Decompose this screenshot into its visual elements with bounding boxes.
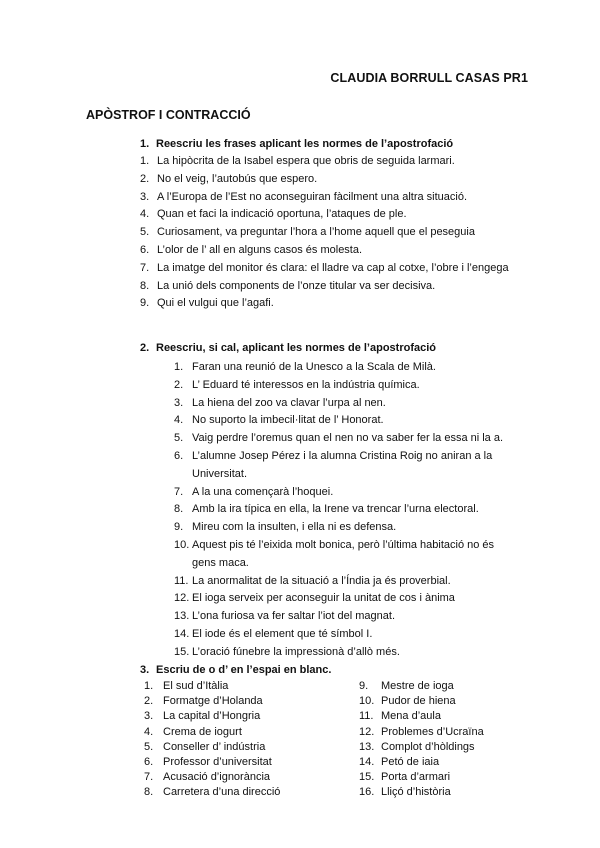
item-number: 9. [140,297,150,310]
item-text: L’alumne Josep Pérez i la alumna Cristina Roig no aniran a la Universitat. [192,449,493,480]
list-item [359,725,529,740]
list-item [359,740,529,755]
item-text: La imatge del monitor és clara: el lladre va cap al cotxe, l’obre i l’engega [157,261,509,274]
list-item [140,278,520,296]
item-number: 10. [174,538,190,551]
item-text: Quan et faci la indicació oportuna, l’ataques de ple. [157,208,407,221]
list-item [144,679,344,694]
list-item [174,644,519,662]
list-item [140,295,520,313]
item-text: Mestre de ioga [381,680,454,692]
list-item [144,785,344,800]
item-text: La capital d’Hongria [163,710,261,723]
item-text: Complot d’hòldings [381,740,475,753]
item-text: Amb la ira típica en ella, la Irene va trencar l’urna electoral. [192,503,479,516]
list-item [359,755,529,770]
author-name: CLAUDIA BORRULL CASAS PR1 [330,71,528,85]
section-1-list [140,153,520,313]
item-text: El sud d’Itàlia [163,680,229,692]
list-item [140,242,520,260]
item-number: 13. [174,610,190,623]
list-item [174,377,519,395]
list-item [140,224,520,242]
item-number: 2. [144,695,154,708]
item-text: Professor d’universitat [163,756,272,769]
item-number: 6. [144,756,154,769]
item-text: La anormalitat de la situació a l’Índia ja és proverbial. [192,574,451,587]
section-1-heading-text: Reescriu les frases aplicant les normes de l’apostrofació [156,138,454,150]
item-number: 11. [174,574,189,587]
item-number: 15. [359,771,375,784]
section-3-heading [140,664,331,676]
list-item [359,785,529,800]
item-number: 4. [174,414,184,427]
item-number: 5. [144,740,154,753]
item-text: Acusació d’ignorància [163,771,271,784]
item-text: La unió dels components de l’onze titular va ser decisiva. [157,279,436,292]
item-number: 7. [140,261,150,274]
section-3-number: 3. [140,664,150,676]
item-text: Mireu com la insulten, i ella ni es defensa. [192,521,397,534]
list-item [174,537,519,573]
item-text: Problemes d’Ucraïna [381,725,484,738]
item-number: 3. [144,710,154,723]
item-number: 2. [140,172,150,185]
item-number: 15. [174,645,190,658]
section-1-number: 1. [140,138,150,150]
item-text: No suporto la imbecil·litat de l’ Honorat. [192,414,384,427]
list-item [174,448,519,484]
document-title: APÒSTROF I CONTRACCIÓ [86,108,251,122]
list-item [144,740,344,755]
list-item [140,189,520,207]
item-text: Carretera d’una direcció [163,786,281,799]
section-1-heading [140,138,453,150]
item-text: Lliçó d’història [381,786,451,799]
list-item [174,412,519,430]
item-number: 1. [140,155,150,167]
item-number: 6. [140,243,150,256]
list-item [174,519,519,537]
item-number: 14. [359,756,375,769]
item-text: Formatge d’Holanda [163,695,263,708]
item-number: 1. [144,680,154,692]
list-item [140,171,520,189]
list-item [144,725,344,740]
item-number: 3. [174,396,184,409]
list-item [144,755,344,770]
item-number: 2. [174,378,184,391]
item-text: L’ Eduard té interessos en la indústria química. [192,378,420,391]
item-number: 9. [359,680,369,692]
item-text: El iode és el element que té símbol I. [192,627,373,640]
item-text: L’oració fúnebre la impressionà d’allò més. [192,645,400,658]
item-text: No el veig, l’autobús que espero. [157,172,318,185]
section-2-heading [140,342,436,354]
list-item [359,709,529,724]
list-item [359,770,529,785]
list-item [144,694,344,709]
item-number: 12. [359,725,375,738]
section-2-heading-text: Reescriu, si cal, aplicant les normes de l’apostrofació [156,342,436,354]
item-number: 4. [140,208,150,221]
item-text: Petó de iaia [381,756,440,769]
item-text: L’olor de l’ all en alguns casos és molesta. [157,243,363,256]
item-text: A la una començarà l’hoquei. [192,485,334,498]
list-item [359,679,529,694]
item-text: L’ona furiosa va fer saltar l’iot del magnat. [192,610,396,623]
item-number: 16. [359,786,375,799]
item-text: Crema de iogurt [163,725,242,738]
item-number: 3. [140,190,150,203]
item-text: A l’Europa de l’Est no aconseguiran fàcilment una altra situació. [157,190,468,203]
item-number: 9. [174,521,184,534]
item-number: 10. [359,695,375,708]
item-number: 14. [174,627,190,640]
list-item [174,626,519,644]
item-number: 5. [174,432,184,445]
item-number: 8. [174,503,184,516]
list-item [140,260,520,278]
list-item [174,395,519,413]
list-item [144,770,344,785]
list-item [174,573,519,591]
section-3-right-column [359,679,529,801]
item-text: El ioga serveix per aconseguir la unitat de cos i ànima [192,592,455,605]
item-number: 1. [174,361,184,373]
item-number: 4. [144,725,154,738]
item-number: 8. [140,279,150,292]
section-3-heading-text: Escriu de o d’ en l’espai en blanc. [156,664,332,676]
item-number: 12. [174,592,190,605]
item-number: 7. [144,771,154,784]
item-text: Faran una reunió de la Unesco a la Scala de Milà. [192,361,436,373]
item-text: La hipòcrita de la Isabel espera que obris de seguida larmari. [157,155,455,167]
list-item [174,590,519,608]
list-item [144,709,344,724]
item-number: 7. [174,485,184,498]
section-3-left-column [144,679,344,801]
item-text: Porta d’armari [381,771,451,784]
item-text: Aquest pis té l’eixida molt bonica, però l’última habitació no és gens maca. [192,538,495,569]
list-item [140,206,520,224]
item-text: La hiena del zoo va clavar l’urpa al nen. [192,396,386,409]
item-number: 8. [144,786,154,799]
list-item [140,153,520,171]
list-item [174,430,519,448]
item-number: 11. [359,710,374,723]
item-text: Pudor de hiena [381,695,456,708]
section-2-list [174,359,519,662]
section-2-number: 2. [140,342,150,354]
item-text: Vaig perdre l’oremus quan el nen no va saber fer la essa ni la a. [192,432,504,445]
list-item [174,608,519,626]
list-item [174,484,519,502]
item-number: 6. [174,449,184,462]
item-text: Conseller d’ indústria [163,740,266,753]
item-text: Curiosament, va preguntar l’hora a l’home aquell que el peseguia [157,226,475,239]
item-text: Mena d’aula [381,710,441,723]
item-number: 5. [140,226,150,239]
list-item [359,694,529,709]
list-item [174,501,519,519]
item-text: Qui el vulgui que l’agafi. [157,297,274,310]
item-number: 13. [359,740,375,753]
list-item [174,359,519,377]
